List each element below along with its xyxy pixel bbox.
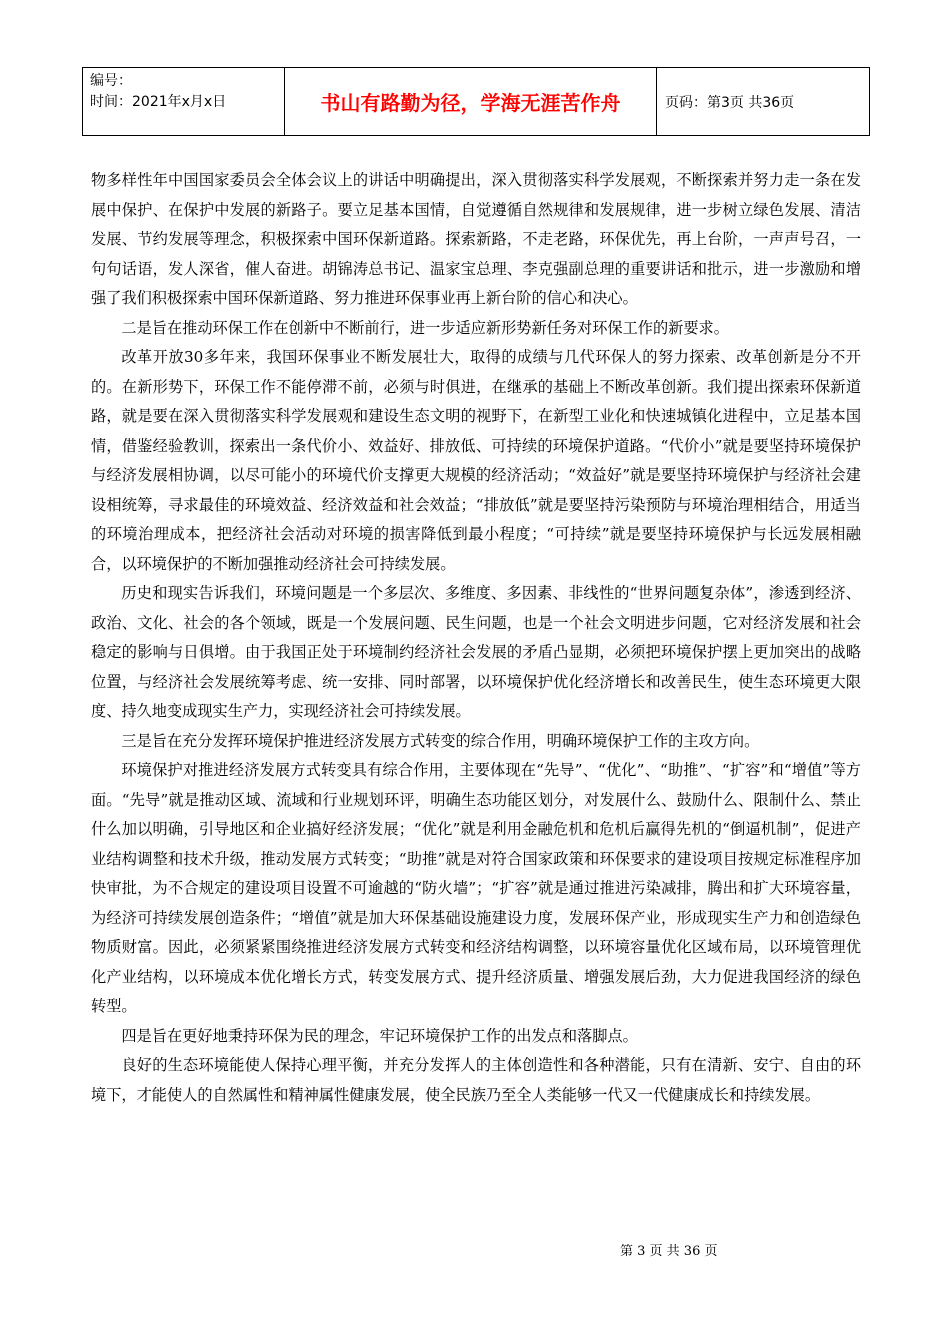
paragraph: 二是旨在推动环保工作在创新中不断前行，进一步适应新形势新任务对环保工作的新要求。 xyxy=(121,318,729,337)
date-label: 时间：2021年x月x日 xyxy=(90,94,227,110)
number-label: 编号： xyxy=(90,73,132,89)
page-footer: 第 3 页 共 36 页 xyxy=(620,1244,718,1259)
paragraph: 良好的生态环境能使人保持心理平衡，并充分发挥人的主体创造性和各种潜能，只有在清新、安宁、自由的环境下，才能使人的自然属性和精神属性健康发展，使全民族乃至全人类能够一代又一代健康成长和持续发展。 xyxy=(91,1056,861,1104)
paragraph: 历史和现实告诉我们，环境问题是一个多层次、多维度、多因素、非线性的“世界问题复杂体”，渗透到经济、政治、文化、社会的各个领域，既是一个发展问题、民生问题，也是一个社会文明进步问题，它对经济发展和社会稳定的影响与日俱增。由于我国正处于环境制约经济社会发展的矛盾凸显期，必须把环境保护摆上更加突出的战略位置，与经济社会发展统筹考虑、统一安排、同时部署，以环境保护优化经济增长和改善民生，使生态环境更大限度、持久地变成现实生产力，实现经济社会可持续发展。 xyxy=(91,584,861,720)
paragraph: 改革开放30多年来，我国环保事业不断发展壮大，取得的成绩与几代环保人的努力探索、改革创新是分不开的。在新形势下，环保工作不能停滞不前，必须与时俱进，在继承的基础上不断改革创新。我们提出探索环保新道路，就是要在深入贯彻落实科学发展观和建设生态文明的视野下，在新型工业化和快速城镇化进程中，立足基本国情，借鉴经验教训，探索出一条代价小、效益好、排放低、可持续的环境保护道路。“代价小”就是要坚持环境保护与经济发展相协调，以尽可能小的环境代价支撑更大规模的经济活动；“效益好”就是要坚持环境保护与经济社会建设相统筹，寻求最佳的环境效益、经济效益和社会效益；“排放低”就是要坚持污染预防与环境治理相结合，用适当的环境治理成本，把经济社会活动对环境的损害降低到最小程度；“可持续”就是要坚持环境保护与长远发展相融合，以环境保护的不断加强推动经济社会可持续发展。 xyxy=(91,348,861,573)
header-motto: 书山有路勤为径，学海无涯苦作舟 xyxy=(285,68,657,135)
page-header xyxy=(82,67,870,136)
paragraph: 环境保护对推进经济发展方式转变具有综合作用，主要体现在“先导”、“优化”、“助推”、“扩容”和“增值”等方面。“先导”就是推动区域、流域和行业规划环评，明确生态功能区划分，对发展什么、鼓励什么、限制什么、禁止什么加以明确，引导地区和企业搞好经济发展；“优化”就是利用金融危机和危机后赢得先机的“倒逼机制”，促进产业结构调整和技术升级，推动发展方式转变；“助推”就是对符合国家政策和环保要求的建设项目按规定标准程序加快审批，为不合规定的建设项目设置不可逾越的“防火墙”；“扩容”就是通过推进污染减排，腾出和扩大环境容量，为经济可持续发展创造条件；“增值”就是加大环保基础设施建设力度，发展环保产业，形成现实生产力和创造绿色物质财富。因此，必须紧紧围绕推进经济发展方式转变和经济结构调整，以环境容量优化区域布局，以环境管理优化产业结构，以环境成本优化增长方式，转变发展方式、提升经济质量、增强发展后劲，大力促进我国经济的绿色转型。 xyxy=(91,761,861,1015)
document-body xyxy=(91,166,861,1110)
header-page-label: 页码：第3页 共36页 xyxy=(665,94,795,111)
paragraph: 物多样性年中国国家委员会全体会议上的讲话中明确提出，深入贯彻落实科学发展观，不断探索并努力走一条在发展中保护、在保护中发展的新路子。要立足基本国情，自觉遵循自然规律和发展规律，进一步树立绿色发展、清洁发展、节约发展等理念，积极探索中国环保新道路。探索新路，不走老路，环保优先，再上台阶，一声声号召，一句句话语，发人深省，催人奋进。胡锦涛总书记、温家宝总理、李克强副总理的重要讲话和批示，进一步激励和增强了我们积极探索中国环保新道路、努力推进环保事业再上新台阶的信心和决心。 xyxy=(91,171,861,307)
paragraph: 三是旨在充分发挥环境保护推进经济发展方式转变的综合作用，明确环境保护工作的主攻方向。 xyxy=(121,731,760,750)
header-meta xyxy=(83,68,285,135)
paragraph: 四是旨在更好地秉持环保为民的理念，牢记环境保护工作的出发点和落脚点。 xyxy=(121,1026,638,1045)
